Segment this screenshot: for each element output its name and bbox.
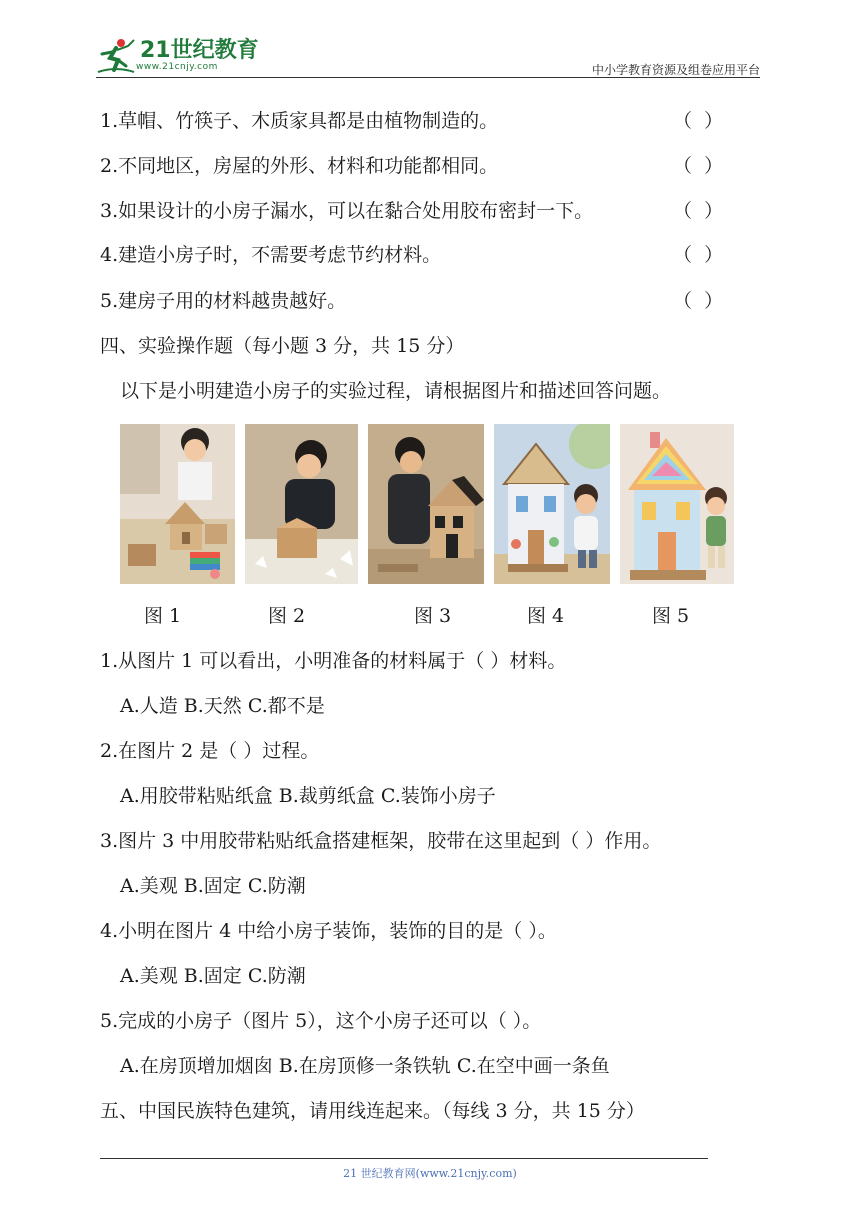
section-5-title: 五、中国民族特色建筑，请用线连起来。（每线 3 分，共 15 分）	[100, 1100, 645, 1122]
photo-4	[494, 424, 610, 584]
logo-url: www.21cnjy.com	[136, 62, 218, 72]
section-4-intro: 以下是小明建造小房子的实验过程，请根据图片和描述回答问题。	[120, 380, 672, 402]
platform-name: 中小学教育资源及组卷应用平台	[591, 63, 760, 77]
judge-paren-1: （ ）	[673, 110, 724, 132]
judge-paren-5: （ ）	[673, 290, 724, 312]
judge-paren-3: （ ）	[673, 200, 724, 222]
judge-item-1: 1.草帽、竹筷子、木质家具都是由植物制造的。	[100, 110, 499, 132]
question-5-options: A.在房顶增加烟囱 B.在房顶修一条铁轨 C.在空中画一条鱼	[120, 1055, 610, 1077]
caption-4: 图 4	[527, 605, 565, 627]
caption-2: 图 2	[268, 605, 306, 627]
judge-item-4: 4.建造小房子时，不需要考虑节约材料。	[100, 244, 442, 266]
runner-logo-icon	[96, 36, 136, 76]
page-header	[96, 34, 760, 78]
question-4: 4.小明在图片 4 中给小房子装饰，装饰的目的是（ ）。	[100, 920, 557, 942]
question-3: 3.图片 3 中用胶带粘贴纸盒搭建框架，胶带在这里起到（ ）作用。	[100, 830, 662, 852]
question-4-options: A.美观 B.固定 C.防潮	[120, 965, 306, 987]
judge-item-5: 5.建房子用的材料越贵越好。	[100, 290, 347, 312]
photo-5	[620, 424, 734, 584]
logo-text: 21世纪教育	[140, 38, 259, 63]
logo	[96, 34, 259, 78]
photo-3	[368, 424, 484, 584]
question-1-options: A.人造 B.天然 C.都不是	[120, 695, 325, 717]
photo-2	[245, 424, 358, 584]
question-2-options: A.用胶带粘贴纸盒 B.裁剪纸盒 C.装饰小房子	[120, 785, 496, 807]
question-1: 1.从图片 1 可以看出，小明准备的材料属于（ ）材料。	[100, 650, 567, 672]
photo-1	[120, 424, 235, 584]
header-divider	[96, 77, 760, 78]
judge-item-2: 2.不同地区，房屋的外形、材料和功能都相同。	[100, 155, 499, 177]
caption-1: 图 1	[144, 605, 182, 627]
caption-3: 图 3	[414, 605, 452, 627]
footer-text: 21 世纪教育网(www.21cnjy.com)	[343, 1167, 517, 1180]
judge-item-3: 3.如果设计的小房子漏水，可以在黏合处用胶布密封一下。	[100, 200, 594, 222]
footer-divider	[100, 1158, 708, 1159]
question-5: 5.完成的小房子（图片 5），这个小房子还可以（ ）。	[100, 1010, 542, 1032]
caption-5: 图 5	[652, 605, 690, 627]
judge-paren-4: （ ）	[673, 244, 724, 266]
section-4-title: 四、实验操作题（每小题 3 分，共 15 分）	[100, 335, 465, 357]
photo-strip	[120, 424, 736, 584]
question-2: 2.在图片 2 是（ ）过程。	[100, 740, 320, 762]
question-3-options: A.美观 B.固定 C.防潮	[120, 875, 306, 897]
judge-paren-2: （ ）	[673, 155, 724, 177]
